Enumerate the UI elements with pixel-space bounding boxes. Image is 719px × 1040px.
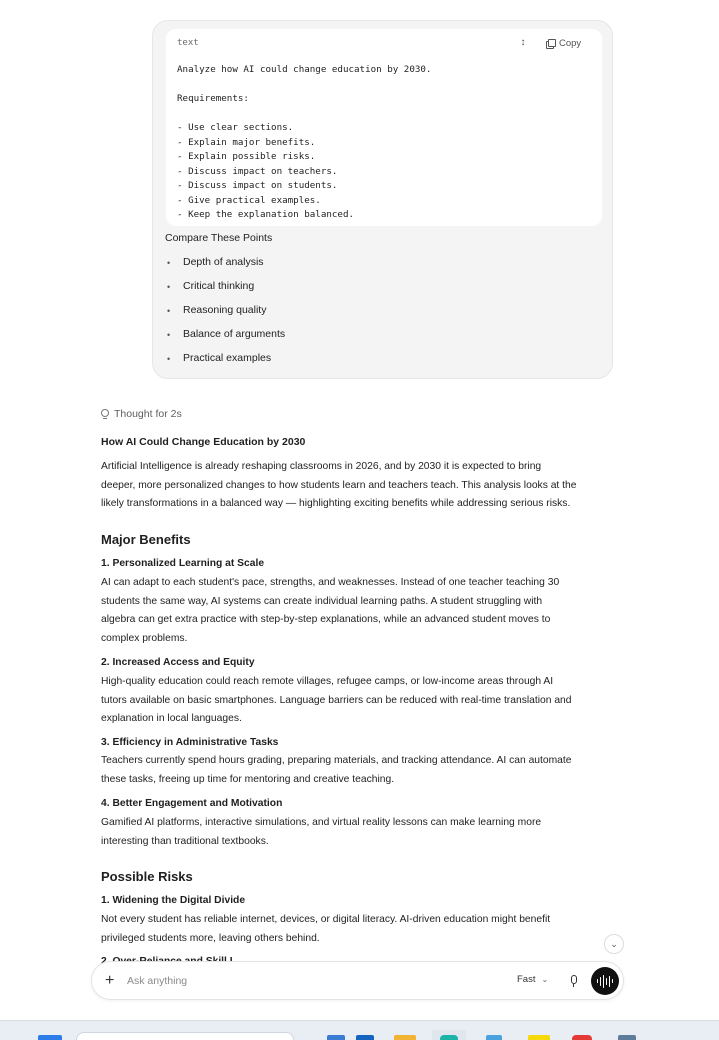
copy-icon	[546, 39, 555, 48]
paragraph-line: students the same way, AI systems can create individual learning paths. A student struggling with	[101, 595, 543, 607]
code-line: - Explain possible risks.	[177, 151, 316, 162]
risk-heading: 1. Widening the Digital Divide	[101, 895, 246, 906]
section-heading-risks: Possible Risks	[101, 869, 193, 884]
list-item-label: Practical examples	[183, 352, 272, 364]
app-icon[interactable]	[356, 1035, 374, 1040]
list-item	[165, 304, 285, 328]
benefit-paragraph	[101, 814, 616, 851]
list-item	[165, 328, 285, 352]
scroll-to-bottom-button[interactable]	[604, 934, 624, 954]
paragraph-line: likely transformations in a balanced way — highlighting exciting benefits while addressing serious risks.	[101, 498, 571, 510]
paragraph-line: these tasks, freeing up time for mentoring and creative teaching.	[101, 773, 395, 785]
paragraph-line: interesting than traditional textbooks.	[101, 835, 269, 847]
app-icon[interactable]	[572, 1035, 592, 1040]
code-line: - Use clear sections.	[177, 122, 294, 133]
app-icon[interactable]	[528, 1035, 550, 1040]
code-line: - Discuss impact on teachers.	[177, 165, 338, 177]
bullet-icon: •	[167, 282, 171, 292]
bullet-icon: •	[167, 354, 171, 364]
intro-paragraph	[101, 458, 616, 514]
voice-bar	[609, 976, 611, 987]
section-heading-benefits: Major Benefits	[101, 532, 191, 547]
model-select[interactable]	[517, 974, 548, 985]
start-icon[interactable]	[38, 1035, 62, 1040]
code-line: - Discuss impact on students.	[177, 180, 338, 191]
code-block	[166, 29, 602, 226]
benefit-heading: 3. Efficiency in Administrative Tasks	[101, 737, 279, 748]
paragraph-line: privileged students more, leaving others behind.	[101, 932, 320, 944]
user-message-bubble	[152, 20, 613, 379]
chat-input[interactable]	[125, 971, 485, 991]
benefit-paragraph	[101, 574, 616, 649]
plus-icon[interactable]: +	[105, 972, 115, 989]
voice-bar	[600, 977, 602, 986]
paragraph-line: Gamified AI platforms, interactive simulations, and virtual reality lessons can make learning more	[101, 817, 542, 828]
app-icon[interactable]	[440, 1035, 458, 1040]
benefit-heading: 2. Increased Access and Equity	[101, 657, 255, 668]
code-language-label: text	[177, 38, 199, 48]
code-line	[177, 107, 431, 122]
paragraph-line: Teachers currently spend hours grading, preparing materials, and tracking attendance. AI can automate	[101, 755, 572, 766]
compare-list	[165, 256, 285, 376]
microphone-icon[interactable]	[570, 975, 578, 987]
thought-toggle[interactable]	[101, 408, 182, 420]
folder-icon[interactable]	[394, 1035, 416, 1040]
paragraph-line: Artificial Intelligence is already reshaping classrooms in 2026, and by 2030 it is expected to bring	[101, 461, 542, 472]
taskbar	[0, 1020, 719, 1040]
benefit-paragraph	[101, 673, 616, 729]
bullet-icon: •	[167, 306, 171, 316]
voice-mode-button[interactable]	[591, 967, 619, 995]
code-line: - Keep the explanation balanced.	[177, 209, 355, 220]
code-line: - Give practical examples.	[177, 194, 321, 206]
list-item-label: Balance of arguments	[183, 328, 286, 340]
list-item	[165, 256, 285, 280]
app-icon[interactable]	[618, 1035, 636, 1040]
paragraph-line: deeper, more personalized changes to how students learn and teachers teach. This analysis looks at the	[101, 479, 577, 491]
message-composer	[91, 961, 624, 1000]
list-item	[165, 280, 285, 304]
voice-bar	[612, 979, 614, 983]
chevron-down-icon: ⌄	[610, 939, 618, 949]
list-item	[165, 352, 285, 376]
model-label: Fast	[517, 974, 536, 985]
voice-bar	[597, 979, 599, 983]
copy-button[interactable]	[546, 36, 581, 50]
paragraph-line: tutors available on basic smartphones. Language barriers can be reduced with real-time translation and	[101, 694, 572, 706]
code-content	[177, 63, 431, 223]
lightbulb-icon	[101, 409, 109, 419]
compare-title: Compare These Points	[165, 232, 273, 244]
paragraph-line: explanation in local languages.	[101, 713, 242, 725]
bullet-icon: •	[167, 330, 171, 340]
thought-label: Thought for 2s	[114, 408, 182, 420]
paragraph-line: Not every student has reliable internet, devices, or digital literacy. AI-driven education might benefit	[101, 914, 551, 925]
voice-bar	[606, 978, 608, 985]
list-item-label: Reasoning quality	[183, 304, 267, 316]
list-item-label: Depth of analysis	[183, 256, 264, 268]
benefit-heading: 4. Better Engagement and Motivation	[101, 798, 283, 809]
list-item-label: Critical thinking	[183, 280, 255, 292]
bullet-icon: •	[167, 258, 171, 268]
voice-bar	[603, 975, 605, 988]
chevron-down-icon: ⌄	[541, 975, 549, 984]
code-line: Analyze how AI could change education by 2030.	[177, 64, 432, 75]
paragraph-line: High-quality education could reach remote villages, refugee camps, or low-income areas through AI	[101, 676, 554, 687]
risk-paragraph	[101, 911, 616, 948]
collapse-icon[interactable]: ↕	[520, 37, 526, 48]
benefit-paragraph	[101, 752, 616, 789]
app-icon[interactable]	[327, 1035, 345, 1040]
copy-label: Copy	[559, 37, 582, 49]
code-line	[177, 78, 431, 93]
paragraph-line: algebra can get extra practice with step-by-step explanations, while an advanced student moves to	[101, 614, 551, 626]
benefit-heading: 1. Personalized Learning at Scale	[101, 558, 265, 569]
code-line: Requirements:	[177, 93, 249, 104]
paragraph-line: AI can adapt to each student's pace, strengths, and weaknesses. Instead of one teacher teaching 30	[101, 577, 560, 588]
response-title: How AI Could Change Education by 2030	[101, 436, 306, 448]
app-icon[interactable]	[486, 1035, 502, 1040]
code-line: - Explain major benefits.	[177, 136, 316, 148]
taskbar-search[interactable]	[76, 1032, 294, 1040]
paragraph-line: complex problems.	[101, 633, 188, 645]
